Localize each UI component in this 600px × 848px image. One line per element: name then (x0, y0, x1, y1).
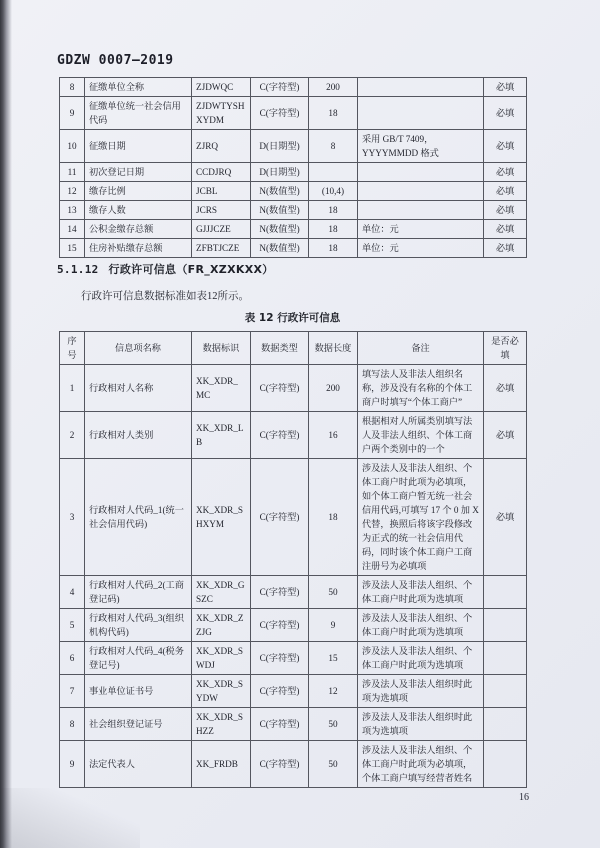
cell-note (358, 97, 484, 130)
cell-id: XK_XDR_ZZJG (192, 609, 251, 642)
table-row (60, 609, 527, 642)
cell-req (484, 609, 527, 642)
cell-req (484, 675, 527, 708)
cell-no: 2 (60, 412, 85, 459)
cell-type: N(数值型) (251, 182, 309, 201)
cell-type: C(字符型) (251, 97, 309, 130)
cell-len: 9 (309, 609, 358, 642)
cell-no: 4 (60, 576, 85, 609)
cell-req (484, 576, 527, 609)
cell-len: (10,4) (309, 182, 358, 201)
cell-name: 征缴日期 (85, 130, 192, 163)
cell-name: 征缴单位全称 (85, 78, 192, 97)
table-row (60, 412, 527, 459)
cell-req (484, 708, 527, 741)
cell-id: XK_XDR_MC (192, 365, 251, 412)
cell-id: JCRS (192, 201, 251, 220)
cell-name: 公积金缴存总额 (85, 220, 192, 239)
cell-req: 必填 (484, 239, 527, 258)
cell-note (358, 78, 484, 97)
cell-len: 18 (309, 459, 358, 576)
cell-len: 200 (309, 78, 358, 97)
cell-len: 18 (309, 97, 358, 130)
cell-note: 单位：元 (358, 220, 484, 239)
cell-len: 50 (309, 741, 358, 788)
cell-type: C(字符型) (251, 609, 309, 642)
cell-note: 涉及法人及非法人组织、个体工商户时此项为选填项 (358, 609, 484, 642)
scan-left-edge (0, 0, 12, 848)
cell-note: 涉及法人及非法人组织、个体工商户时此项为选填项 (358, 576, 484, 609)
cell-type: D(日期型) (251, 130, 309, 163)
cell-no: 15 (60, 239, 85, 258)
cell-type: C(字符型) (251, 642, 309, 675)
cell-req: 必填 (484, 97, 527, 130)
cell-note: 单位：元 (358, 239, 484, 258)
table-row (60, 365, 527, 412)
cell-id: XK_XDR_GSZC (192, 576, 251, 609)
cell-type: C(字符型) (251, 78, 309, 97)
cell-id: XK_XDR_SHZZ (192, 708, 251, 741)
cell-no: 9 (60, 97, 85, 130)
cell-no: 10 (60, 130, 85, 163)
cell-no: 14 (60, 220, 85, 239)
cell-no: 8 (60, 708, 85, 741)
cell-id: XK_XDR_LB (192, 412, 251, 459)
cell-type: C(字符型) (251, 576, 309, 609)
cell-len: 18 (309, 201, 358, 220)
cell-note: 填写法人及非法人组织名称，涉及没有名称的个体工商户时填写“个体工商户” (358, 365, 484, 412)
cell-name: 行政相对人名称 (85, 365, 192, 412)
table-row (60, 459, 527, 576)
cell-name: 行政相对人代码_4(税务登记号) (85, 642, 192, 675)
column-header-len: 数据长度 (309, 332, 358, 365)
cell-type: C(字符型) (251, 675, 309, 708)
cell-req: 必填 (484, 220, 527, 239)
cell-len: 16 (309, 412, 358, 459)
cell-name: 行政相对人代码_2(工商登记码) (85, 576, 192, 609)
cell-len: 200 (309, 365, 358, 412)
column-header-name: 信息项名称 (85, 332, 192, 365)
cell-id: ZJRQ (192, 130, 251, 163)
cell-len: 18 (309, 239, 358, 258)
cell-id: ZJDWTYSHXYDM (192, 97, 251, 130)
cell-no: 3 (60, 459, 85, 576)
cell-type: D(日期型) (251, 163, 309, 182)
table-row (60, 182, 527, 201)
cell-name: 行政相对人代码_1(统一社会信用代码) (85, 459, 192, 576)
cell-req: 必填 (484, 130, 527, 163)
cell-id: JCBL (192, 182, 251, 201)
cell-type: N(数值型) (251, 220, 309, 239)
cell-type: N(数值型) (251, 239, 309, 258)
cell-req (484, 741, 527, 788)
cell-no: 12 (60, 182, 85, 201)
cell-id: XK_XDR_SYDW (192, 675, 251, 708)
cell-name: 社会组织登记证号 (85, 708, 192, 741)
table-row (60, 708, 527, 741)
cell-len: 50 (309, 708, 358, 741)
table-row (60, 576, 527, 609)
section-paragraph: 行政许可信息数据标准如表12所示。 (81, 291, 249, 302)
table-row (60, 741, 527, 788)
cell-req: 必填 (484, 412, 527, 459)
table-row (60, 130, 527, 163)
document-header: GDZW 0007—2019 (57, 53, 174, 68)
cell-type: N(数值型) (251, 201, 309, 220)
cell-id: GJJJCZE (192, 220, 251, 239)
cell-no: 6 (60, 642, 85, 675)
cell-type: C(字符型) (251, 412, 309, 459)
column-header-note: 备注 (358, 332, 484, 365)
cell-no: 1 (60, 365, 85, 412)
scan-bottom-shadow (0, 788, 140, 848)
cell-req (484, 642, 527, 675)
table-row (60, 220, 527, 239)
table-row (60, 239, 527, 258)
cell-note: 涉及法人及非法人组织时此项为选填项 (358, 675, 484, 708)
column-header-req: 是否必填 (484, 332, 527, 365)
cell-req: 必填 (484, 182, 527, 201)
cell-note: 涉及法人及非法人组织、个体工商户时此项为必填项，个体工商户填写经营者姓名 (358, 741, 484, 788)
table-caption: 表 12 行政许可信息 (244, 312, 341, 324)
cell-len: 12 (309, 675, 358, 708)
cell-len (309, 163, 358, 182)
cell-len: 50 (309, 576, 358, 609)
cell-note: 涉及法人及非法人组织、个体工商户时此项为必填项，如个体工商户暂无统一社会信用代码,可填写 17 个 0 加 X 代替，换照后将该字段修改为正式的统一社会信用代码，同时该个体工商户工商注册号为必填项 (358, 459, 484, 576)
cell-no: 7 (60, 675, 85, 708)
cell-name: 行政相对人代码_3(组织机构代码) (85, 609, 192, 642)
section-number: 5.1.12 (57, 263, 99, 276)
table-row (60, 201, 527, 220)
cell-note (358, 201, 484, 220)
cell-type: C(字符型) (251, 365, 309, 412)
cell-id: XK_XDR_SWDJ (192, 642, 251, 675)
cell-req: 必填 (484, 78, 527, 97)
section-title: 行政许可信息（FR_XZXKXX） (108, 263, 274, 276)
column-header-type: 数据类型 (251, 332, 309, 365)
cell-id: ZFBTJCZE (192, 239, 251, 258)
cell-req: 必填 (484, 365, 527, 412)
cell-note (358, 182, 484, 201)
cell-no: 8 (60, 78, 85, 97)
cell-name: 缴存比例 (85, 182, 192, 201)
cell-no: 11 (60, 163, 85, 182)
cell-len: 8 (309, 130, 358, 163)
column-header-id: 数据标识 (192, 332, 251, 365)
cell-type: C(字符型) (251, 741, 309, 788)
cell-name: 行政相对人类别 (85, 412, 192, 459)
cell-len: 15 (309, 642, 358, 675)
section-heading (57, 261, 274, 277)
table-row (60, 163, 527, 182)
column-header-no: 序号 (60, 332, 85, 365)
table-row (60, 97, 527, 130)
cell-name: 事业单位证书号 (85, 675, 192, 708)
cell-note: 涉及法人及非法人组织时此项为选填项 (358, 708, 484, 741)
cell-name: 法定代表人 (85, 741, 192, 788)
cell-name: 缴存人数 (85, 201, 192, 220)
cell-note: 采用 GB/T 7409，YYYYMMDD 格式 (358, 130, 484, 163)
cell-no: 13 (60, 201, 85, 220)
cell-no: 5 (60, 609, 85, 642)
cell-id: XK_XDR_SHXYM (192, 459, 251, 576)
cell-req: 必填 (484, 201, 527, 220)
cell-id: CCDJRQ (192, 163, 251, 182)
administrative-permit-table (59, 331, 527, 788)
cell-req: 必填 (484, 459, 527, 576)
table-row (60, 642, 527, 675)
cell-note: 根据相对人所属类别填写法人及非法人组织、个体工商户两个类别中的一个 (358, 412, 484, 459)
cell-req: 必填 (484, 163, 527, 182)
table-row (60, 675, 527, 708)
cell-id: ZJDWQC (192, 78, 251, 97)
cell-name: 初次登记日期 (85, 163, 192, 182)
table-header-row (60, 332, 527, 365)
cell-name: 征缴单位统一社会信用代码 (85, 97, 192, 130)
cell-id: XK_FRDB (192, 741, 251, 788)
page-number: 16 (519, 792, 529, 803)
cell-note: 涉及法人及非法人组织、个体工商户时此项为选填项 (358, 642, 484, 675)
cell-type: C(字符型) (251, 459, 309, 576)
cell-len: 18 (309, 220, 358, 239)
cell-note (358, 163, 484, 182)
social-insurance-table (59, 77, 527, 258)
cell-type: C(字符型) (251, 708, 309, 741)
cell-no: 9 (60, 741, 85, 788)
cell-name: 住房补贴缴存总额 (85, 239, 192, 258)
table-row (60, 78, 527, 97)
